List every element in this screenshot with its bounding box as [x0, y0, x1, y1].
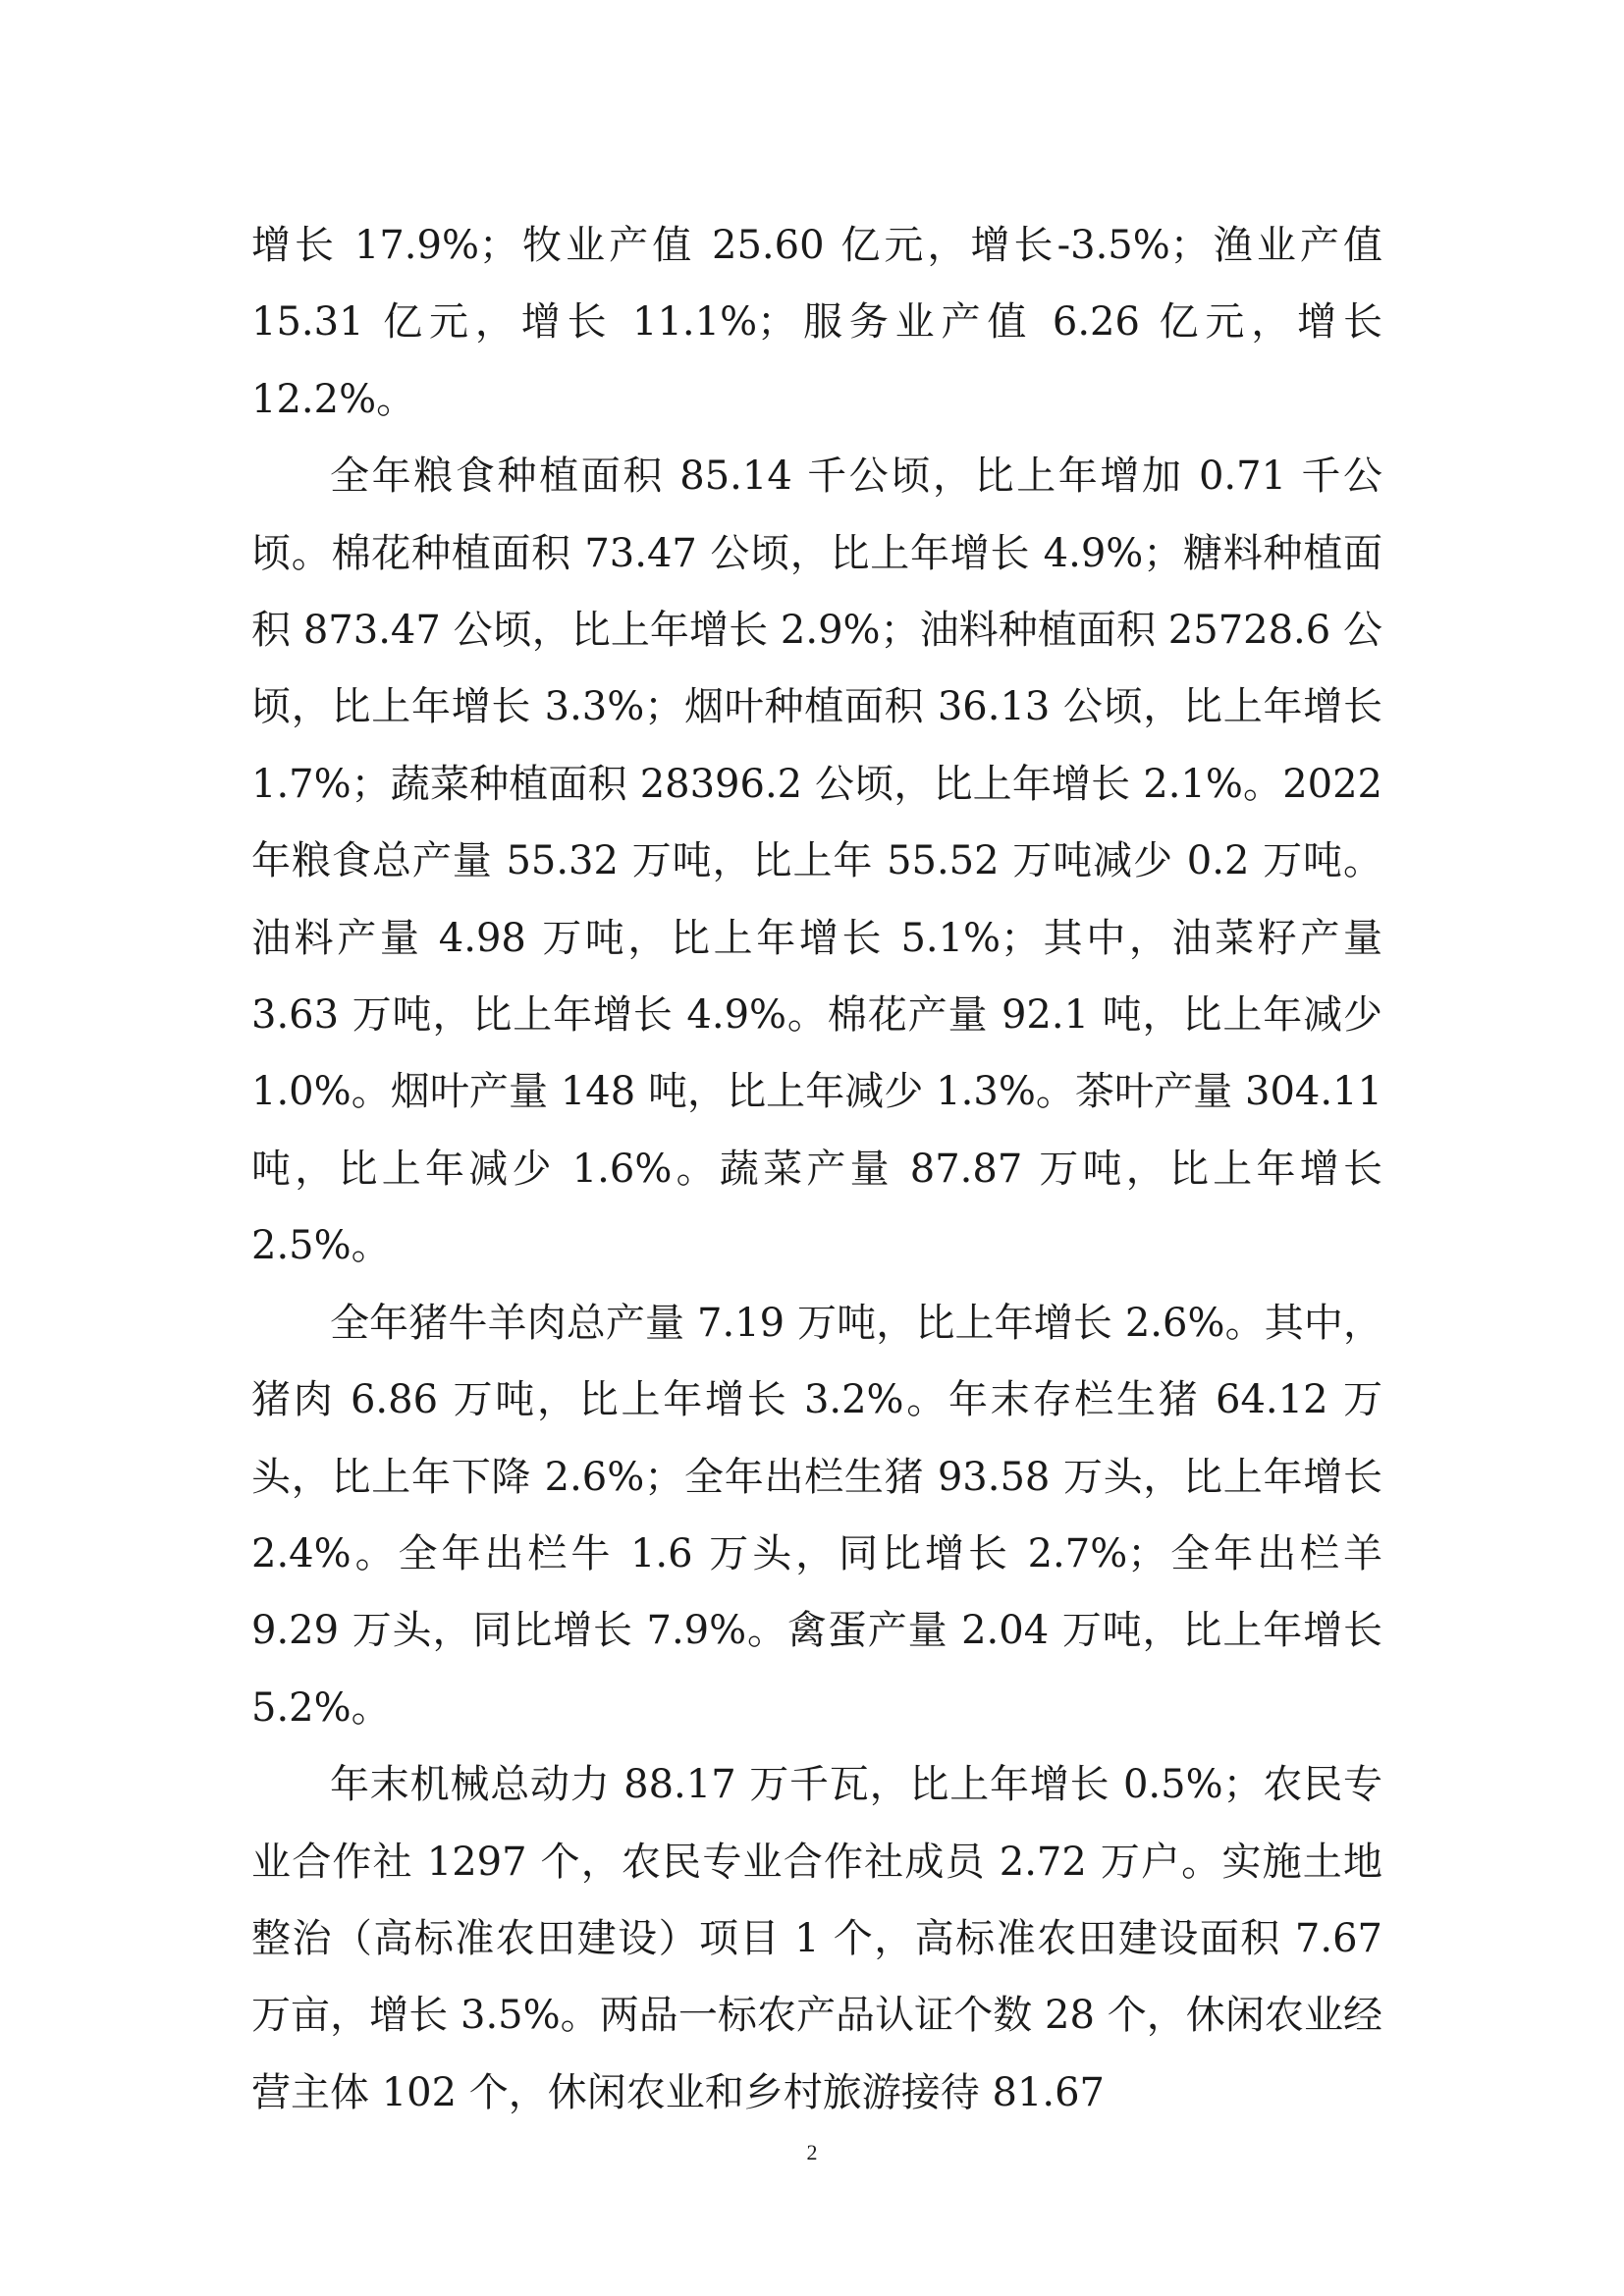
document-body	[251, 207, 1382, 2131]
paragraph-crop-planting: 全年粮食种植面积 85.14 千公顷，比上年增加 0.71 千公顷。棉花种植面积 73.47 公顷，比上年增长 4.9%；糖料种植面积 873.47 公顷，比上年增长 2.9%；油料种植面积 25728.6 公顷，比上年增长 3.3%；烟叶种植面积 36.13 公顷，比上年增长 1.7%；蔬菜种植面积 28396.2 公顷，比上年增长 2.1%。2022 年粮食总产量 55.32 万吨，比上年 55.52 万吨减少 0.2 万吨。油料产量 4.98 万吨，比上年增长 5.1%；其中，油菜籽产量 3.63 万吨，比上年增长 4.9%。棉花产量 92.1 吨，比上年减少 1.0%。烟叶产量 148 吨，比上年减少 1.3%。茶叶产量 304.11 吨，比上年减少 1.6%。蔬菜产量 87.87 万吨，比上年增长 2.5%。	[251, 454, 1382, 1269]
paragraph-machinery-cooperatives: 年末机械总动力 88.17 万千瓦，比上年增长 0.5%；农民专业合作社 1297 个，农民专业合作社成员 2.72 万户。实施土地整治（高标准农田建设）项目 1 个，高标准农田建设面积 7.67 万亩，增长 3.5%。两品一标农产品认证个数 28 个，休闲农业经营主体 102 个，休闲农业和乡村旅游接待 81.67	[251, 1762, 1382, 2115]
paragraph-production-value: 增长 17.9%；牧业产值 25.60 亿元，增长-3.5%；渔业产值 15.31 亿元，增长 11.1%；服务业产值 6.26 亿元，增长 12.2%。	[251, 223, 1382, 422]
paragraph-livestock: 全年猪牛羊肉总产量 7.19 万吨，比上年增长 2.6%。其中，猪肉 6.86 万吨，比上年增长 3.2%。年末存栏生猪 64.12 万头，比上年下降 2.6%；全年出栏生猪 93.58 万头，比上年增长 2.4%。全年出栏牛 1.6 万头，同比增长 2.7%；全年出栏羊 9.29 万头，同比增长 7.9%。禽蛋产量 2.04 万吨，比上年增长 5.2%。	[251, 1300, 1382, 1731]
page-number: 2	[806, 2140, 818, 2164]
